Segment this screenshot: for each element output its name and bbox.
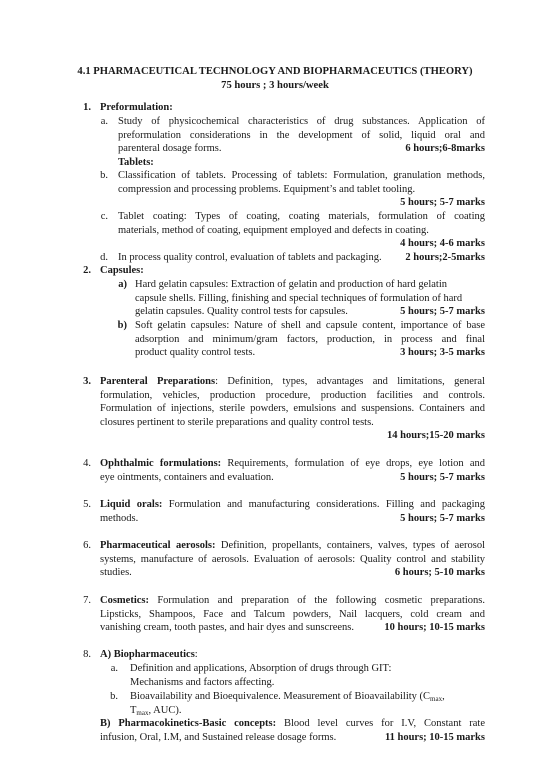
section-number: 1. xyxy=(83,102,91,113)
hours-marks: 14 hours;15-20 marks xyxy=(386,430,485,442)
item-text: methods. xyxy=(100,512,139,524)
item-text: Lipsticks, Shampoos, Face and Talcum powders, Nail lacquers, cold cream and xyxy=(100,608,485,620)
item-text: gelatin capsules. Quality control tests for capsules. xyxy=(135,306,348,318)
item-line-with-hours xyxy=(100,731,485,745)
list-item xyxy=(135,278,485,319)
section-title: A) Biopharmaceutics xyxy=(100,649,195,660)
section-first-line xyxy=(100,717,485,731)
item-text: : xyxy=(194,649,198,660)
section-title: Ophthalmic formulations: xyxy=(100,458,222,469)
item-text: Tablet coating: Types of coating, coating materials, formulation of coating xyxy=(118,211,485,222)
section-number: 4. xyxy=(83,458,91,469)
item-text: Blood level curves for I.V, Constant rate xyxy=(276,718,485,729)
section-title: Parenteral Preparations xyxy=(100,376,216,387)
item-marker: b. xyxy=(100,170,108,181)
section-number: 3. xyxy=(83,376,91,387)
hours-marks: 5 hours; 5-7 marks xyxy=(400,197,485,209)
section-title: Preformulation: xyxy=(100,102,173,113)
section-number: 8. xyxy=(83,649,91,660)
item-text: Soft gelatin capsules: Nature of shell and capsule content, importance of base xyxy=(135,320,485,331)
item-text: T xyxy=(130,704,137,716)
hours-marks: 2 hours;2-5marks xyxy=(405,252,485,263)
list-item xyxy=(130,662,485,689)
hours-marks: 3 hours; 3-5 marks xyxy=(400,347,485,359)
item-line-with-hours xyxy=(100,621,485,635)
item-text: infusion, Oral, I.M, and Sustained release dosage forms. xyxy=(100,731,337,743)
hours-marks: 5 hours; 5-7 marks xyxy=(400,306,485,318)
item-text: eye ointments, containers and evaluation. xyxy=(100,471,274,483)
item-marker: b. xyxy=(110,691,118,702)
item-text xyxy=(130,704,485,718)
item-text: : Definition, types, advantages and limitations, general xyxy=(215,376,486,387)
subscript: max xyxy=(430,695,443,703)
item-text: Mechanisms and factors affecting. xyxy=(130,676,275,688)
section-title: Capsules: xyxy=(100,265,144,276)
hours-marks: 4 hours; 4-6 marks xyxy=(400,238,485,250)
item-marker: a) xyxy=(118,279,127,290)
section-title: Pharmaceutical aerosols: xyxy=(100,540,216,551)
item-line-with-hours xyxy=(100,512,485,526)
item-line-with-hours xyxy=(135,346,485,360)
list-item xyxy=(135,319,485,360)
item-text: Definition, propellants, containers, valves, types of aerosol xyxy=(215,540,485,551)
item-text: Formulation of injections, sterile powders, emulsions and suspensions. Containers and xyxy=(100,403,485,415)
list-item xyxy=(118,251,485,265)
hours-marks: 5 hours; 5-7 marks xyxy=(400,512,485,524)
list-item xyxy=(118,210,485,251)
section-title: Liquid orals: xyxy=(100,499,163,510)
item-marker: a. xyxy=(110,663,118,674)
section-title: Cosmetics: xyxy=(100,595,149,606)
page-subtitle: 75 hours ; 3 hours/week xyxy=(221,80,329,91)
item-text: Study of physicochemical characteristics of drug substances. Application of xyxy=(118,116,485,127)
item-marker: a. xyxy=(100,116,108,127)
section-body xyxy=(100,498,485,525)
item-text: Bioavailability and Bioequivalence. Measurement of Bioavailability (C xyxy=(130,691,431,702)
item-line-with-hours xyxy=(100,566,485,580)
hours-marks: 6 hours; 5-10 marks xyxy=(394,567,485,579)
item-text: Formulation and preparation of the following cosmetic preparations. xyxy=(148,595,485,606)
section-first-line xyxy=(100,648,198,662)
item-text: In process quality control, evaluation of tablets and packaging. xyxy=(118,252,382,263)
item-text: vanishing cream, tooth pastes, and hair dyes and sunscreens. xyxy=(100,622,354,634)
list-item xyxy=(118,169,485,210)
section-first-line xyxy=(100,539,485,553)
item-text: adsorption and minimum/gram factors, production, in process and final xyxy=(135,333,485,345)
section-first-line xyxy=(100,375,485,389)
item-text: Requirements, formulation of eye drops, eye lotion and xyxy=(221,458,486,469)
item-text: Formulation and manufacturing considerations. Filling and packaging xyxy=(162,499,485,510)
subheading-tablets: Tablets: xyxy=(118,156,154,168)
item-text: parenteral dosage forms. xyxy=(118,143,222,155)
hours-marks: 11 hours; 10-15 marks xyxy=(384,731,485,743)
item-text: Classification of tablets. Processing of tablets: Formulation, granulation methods, xyxy=(118,170,485,181)
item-line-with-hours xyxy=(135,305,485,319)
item-text: preformulation considerations in the development of solid, liquid oral and xyxy=(118,129,485,141)
item-text xyxy=(130,690,485,704)
item-text: formulation, vehicles, production procedure, production facilities and controls. xyxy=(100,389,485,401)
hours-marks: 5 hours; 5-7 marks xyxy=(400,471,485,483)
section-title: B) Pharmacokinetics-Basic concepts: xyxy=(100,718,277,729)
item-text: Definition and applications, Absorption of drugs through GIT: xyxy=(130,663,392,674)
section-number: 5. xyxy=(83,499,91,510)
section-body xyxy=(100,539,485,580)
item-text: systems, manufacture of aerosols. Evaluation of aerosols: Quality control and stability xyxy=(100,553,485,565)
list-item xyxy=(118,115,485,169)
item-line-with-hours xyxy=(100,471,485,485)
section-number: 7. xyxy=(83,595,91,606)
item-text: , xyxy=(442,691,445,702)
section-body xyxy=(100,594,485,635)
item-marker: b) xyxy=(117,320,127,331)
subscript: max xyxy=(136,708,149,717)
item-text: , AUC). xyxy=(148,704,182,716)
item-marker: c. xyxy=(100,211,108,222)
section-body xyxy=(100,717,485,744)
section-body xyxy=(100,375,485,443)
item-line-with-hours xyxy=(118,142,485,156)
hours-marks: 10 hours; 10-15 marks xyxy=(384,622,485,634)
item-text: materials, method of coating, equipment employed and defects in coating. xyxy=(118,224,429,236)
section-number: 6. xyxy=(83,540,91,551)
section-body xyxy=(100,457,485,484)
section-first-line xyxy=(100,498,485,512)
section-number: 2. xyxy=(83,265,91,276)
hours-marks: 6 hours;6-8marks xyxy=(405,143,485,155)
item-text: Hard gelatin capsules: Extraction of gelatin and production of hard gelatin xyxy=(135,279,447,290)
list-item xyxy=(130,690,485,717)
item-marker: d. xyxy=(100,252,108,263)
section-first-line xyxy=(100,594,485,608)
item-text: product quality control tests. xyxy=(135,347,256,359)
item-text: capsule shells. Filling, finishing and special techniques of formulation of hard xyxy=(135,292,463,304)
section-first-line xyxy=(100,457,485,471)
page-title: 4.1 PHARMACEUTICAL TECHNOLOGY AND BIOPHARMACEUTICS (THEORY) xyxy=(77,66,473,77)
item-text: closures pertinent to sterile preparations and quality control tests. xyxy=(100,416,374,428)
item-text: compression and processing problems. Equipment’s and tablet tooling. xyxy=(118,183,416,195)
item-text: studies. xyxy=(100,567,132,579)
